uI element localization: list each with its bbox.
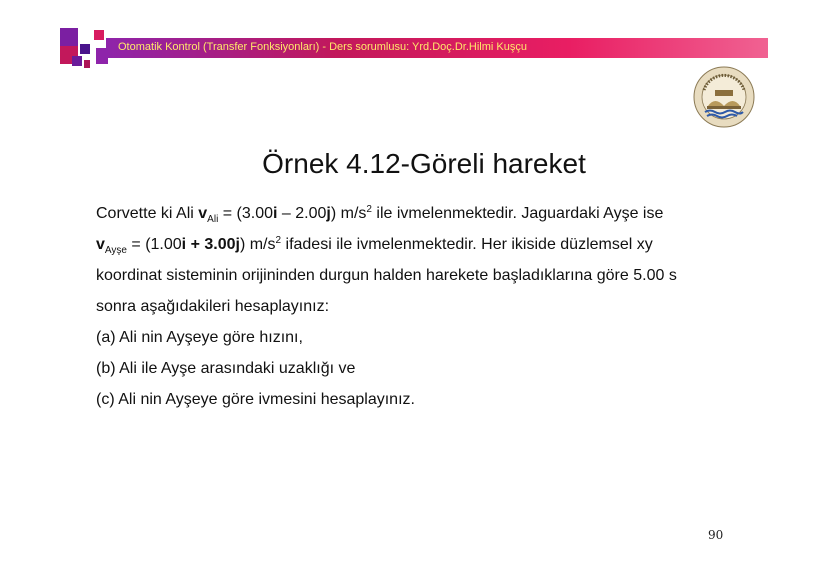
header-bar bbox=[106, 38, 768, 58]
logo-square bbox=[84, 60, 90, 68]
problem-text bbox=[96, 198, 776, 415]
line-1 bbox=[96, 198, 776, 229]
list-item: (c) Ali nin Ayşeye göre ivmesini hesaplayınız. bbox=[96, 391, 415, 408]
line-3: koordinat sisteminin orijininden durgun halden harekete başladıklarına göre 5.00 s bbox=[96, 267, 677, 284]
header-text: Otomatik Kontrol (Transfer Fonksiyonları) - Ders sorumlusu: Yrd.Doç.Dr.Hilmi Kuşçu bbox=[118, 41, 527, 53]
text: = (1.00 bbox=[126, 236, 182, 253]
logo-square bbox=[80, 44, 90, 54]
unit-vector-j: j bbox=[326, 205, 331, 222]
subscript: Ayşe bbox=[104, 245, 127, 256]
text: – 2.00 bbox=[277, 205, 327, 222]
slide-title: Örnek 4.12-Göreli hareket bbox=[262, 148, 586, 179]
vector-v: v bbox=[198, 205, 208, 222]
logo-square bbox=[72, 56, 82, 66]
list-item: (a) Ali nin Ayşeye göre hızını, bbox=[96, 329, 303, 346]
superscript: 2 bbox=[366, 204, 372, 215]
text: ) m/s bbox=[330, 205, 367, 222]
unit-vector-i: i bbox=[181, 236, 187, 253]
logo-square bbox=[60, 28, 78, 46]
university-seal-icon bbox=[693, 66, 755, 128]
subscript: Ali bbox=[207, 214, 219, 225]
unit-vector-i: i bbox=[273, 205, 278, 222]
page-number: 90 bbox=[708, 528, 724, 542]
line-4: sonra aşağıdakileri hesaplayınız: bbox=[96, 298, 330, 315]
logo-square bbox=[94, 30, 104, 40]
vector-v: v bbox=[96, 236, 105, 253]
unit-vector-j: j bbox=[235, 236, 240, 253]
text: + 3.00 bbox=[186, 236, 236, 253]
list-item: (b) Ali ile Ayşe arasındaki uzaklığı ve bbox=[96, 360, 356, 377]
text: = (3.00 bbox=[218, 205, 273, 222]
superscript: 2 bbox=[275, 235, 282, 246]
text: ifadesi ile ivmelenmektedir. Her ikiside düzlemsel xy bbox=[281, 236, 653, 253]
line-2 bbox=[96, 229, 776, 260]
text: Corvette ki Ali bbox=[96, 205, 199, 222]
text: ) m/s bbox=[239, 236, 276, 253]
text: ile ivmelenmektedir. Jaguardaki Ayşe ise bbox=[371, 205, 664, 222]
